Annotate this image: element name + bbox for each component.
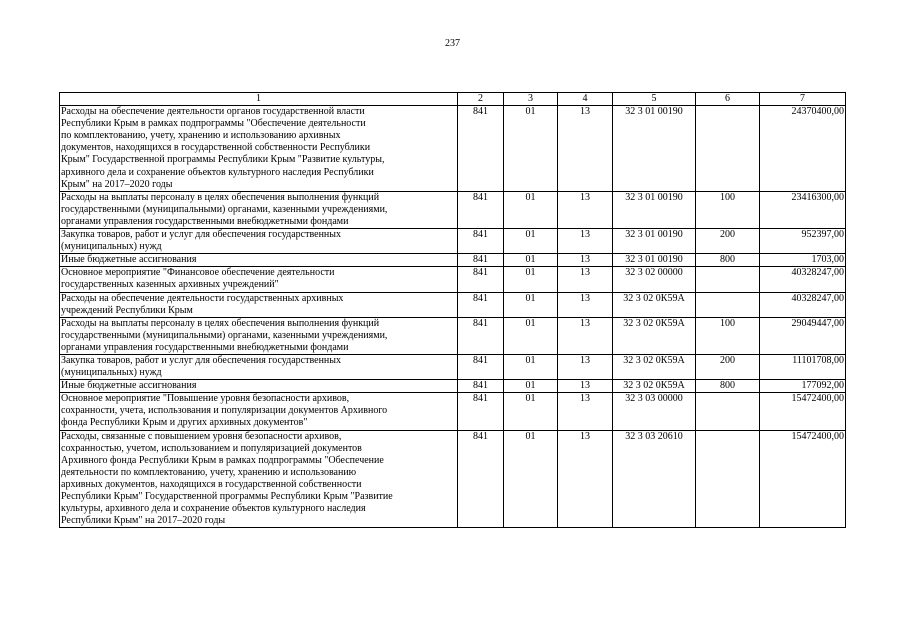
row-name: Закупка товаров, работ и услуг для обеспечения государственных (муниципальных) нужд	[60, 354, 458, 379]
row-vid-raskhodov	[696, 292, 760, 317]
row-razdel: 01	[504, 430, 558, 528]
row-vid-raskhodov: 200	[696, 354, 760, 379]
row-vedomstvo: 841	[458, 254, 504, 267]
header-col-7: 7	[760, 93, 846, 106]
row-vedomstvo: 841	[458, 380, 504, 393]
row-tselevaya-statya: 32 3 01 00190	[613, 254, 696, 267]
row-vedomstvo: 841	[458, 430, 504, 528]
row-podrazdel: 13	[558, 254, 613, 267]
row-razdel: 01	[504, 380, 558, 393]
row-vid-raskhodov	[696, 393, 760, 430]
row-razdel: 01	[504, 254, 558, 267]
row-name: Иные бюджетные ассигнования	[60, 380, 458, 393]
row-vedomstvo: 841	[458, 267, 504, 292]
row-summa: 23416300,00	[760, 191, 846, 228]
budget-table	[59, 92, 846, 528]
row-tselevaya-statya: 32 3 02 0К59А	[613, 354, 696, 379]
header-col-3: 3	[504, 93, 558, 106]
row-summa: 15472400,00	[760, 393, 846, 430]
row-summa: 29049447,00	[760, 317, 846, 354]
row-podrazdel: 13	[558, 292, 613, 317]
header-col-4: 4	[558, 93, 613, 106]
row-razdel: 01	[504, 106, 558, 192]
table-row	[60, 267, 846, 292]
row-podrazdel: 13	[558, 106, 613, 192]
row-vedomstvo: 841	[458, 354, 504, 379]
row-vid-raskhodov: 100	[696, 317, 760, 354]
row-razdel: 01	[504, 292, 558, 317]
row-razdel: 01	[504, 317, 558, 354]
row-summa: 952397,00	[760, 229, 846, 254]
row-name: Иные бюджетные ассигнования	[60, 254, 458, 267]
header-col-1: 1	[60, 93, 458, 106]
row-vedomstvo: 841	[458, 229, 504, 254]
row-podrazdel: 13	[558, 430, 613, 528]
row-tselevaya-statya: 32 3 01 00190	[613, 106, 696, 192]
row-summa: 11101708,00	[760, 354, 846, 379]
row-podrazdel: 13	[558, 354, 613, 379]
row-tselevaya-statya: 32 3 02 0К59А	[613, 317, 696, 354]
row-vid-raskhodov: 100	[696, 191, 760, 228]
row-podrazdel: 13	[558, 317, 613, 354]
table-row	[60, 191, 846, 228]
row-razdel: 01	[504, 191, 558, 228]
row-vedomstvo: 841	[458, 393, 504, 430]
row-vid-raskhodov	[696, 106, 760, 192]
row-name: Основное мероприятие "Повышение уровня безопасности архивов, сохранности, учета, использования и популяризации документов Архивного фонда Республики Крым и других архивных документов"	[60, 393, 458, 430]
row-razdel: 01	[504, 229, 558, 254]
row-summa: 177092,00	[760, 380, 846, 393]
header-col-5: 5	[613, 93, 696, 106]
row-name: Основное мероприятие "Финансовое обеспечение деятельности государственных казенных архивных учреждений"	[60, 267, 458, 292]
row-podrazdel: 13	[558, 191, 613, 228]
row-summa: 40328247,00	[760, 267, 846, 292]
row-razdel: 01	[504, 393, 558, 430]
row-tselevaya-statya: 32 3 01 00190	[613, 191, 696, 228]
row-vedomstvo: 841	[458, 106, 504, 192]
header-col-2: 2	[458, 93, 504, 106]
row-tselevaya-statya: 32 3 02 0К59А	[613, 380, 696, 393]
row-tselevaya-statya: 32 3 03 00000	[613, 393, 696, 430]
row-name: Расходы на выплаты персоналу в целях обеспечения выполнения функций государственными (муниципальными) органами, казенными учреждениями, органами управления государственными внебюджетными фондами	[60, 191, 458, 228]
row-name: Расходы на обеспечение деятельности органов государственной власти Республики Крым в рамках подпрограммы "Обеспечение деятельности по комплектованию, учету, хранению и использованию архивных документов, находящихся в государственной собственности Республики Крым" Государственной программы Республики Крым "Развитие культуры, архивного дела и сохранение объектов культурного наследия Республики Крым" на 2017–2020 годы	[60, 106, 458, 192]
row-podrazdel: 13	[558, 267, 613, 292]
table-header	[60, 93, 846, 106]
row-vid-raskhodov	[696, 430, 760, 528]
row-tselevaya-statya: 32 3 02 0К59А	[613, 292, 696, 317]
header-row	[60, 93, 846, 106]
row-name: Расходы на обеспечение деятельности государственных архивных учреждений Республики Крым	[60, 292, 458, 317]
row-vid-raskhodov: 200	[696, 229, 760, 254]
page-number: 237	[445, 38, 460, 49]
row-summa: 15472400,00	[760, 430, 846, 528]
row-vid-raskhodov	[696, 267, 760, 292]
table-body	[60, 106, 846, 528]
table-row	[60, 354, 846, 379]
row-summa: 1703,00	[760, 254, 846, 267]
row-razdel: 01	[504, 267, 558, 292]
row-name: Закупка товаров, работ и услуг для обеспечения государственных (муниципальных) нужд	[60, 229, 458, 254]
row-vid-raskhodov: 800	[696, 254, 760, 267]
row-name: Расходы на выплаты персоналу в целях обеспечения выполнения функций государственными (муниципальными) органами, казенными учреждениями, органами управления государственными внебюджетными фондами	[60, 317, 458, 354]
row-vedomstvo: 841	[458, 191, 504, 228]
row-vedomstvo: 841	[458, 292, 504, 317]
header-col-6: 6	[696, 93, 760, 106]
row-tselevaya-statya: 32 3 02 00000	[613, 267, 696, 292]
table-row	[60, 430, 846, 528]
row-tselevaya-statya: 32 3 01 00190	[613, 229, 696, 254]
table-row	[60, 393, 846, 430]
row-vid-raskhodov: 800	[696, 380, 760, 393]
row-podrazdel: 13	[558, 380, 613, 393]
table-row	[60, 317, 846, 354]
table-row	[60, 106, 846, 192]
row-name: Расходы, связанные с повышением уровня безопасности архивов, сохранностью, учетом, использованием и популяризацией документов Архивного фонда Республики Крым в рамках подпрограммы "Обеспечение деятельности по комплектованию, учету, хранению и использованию архивных документов, находящихся в государственной собственности Республики Крым" Государственной программы Республики Крым "Развитие культуры, архивного дела и сохранение объектов культурного наследия Республики Крым" на 2017–2020 годы	[60, 430, 458, 528]
row-summa: 24370400,00	[760, 106, 846, 192]
table-row	[60, 254, 846, 267]
row-razdel: 01	[504, 354, 558, 379]
table-row	[60, 229, 846, 254]
row-podrazdel: 13	[558, 229, 613, 254]
row-vedomstvo: 841	[458, 317, 504, 354]
row-summa: 40328247,00	[760, 292, 846, 317]
row-tselevaya-statya: 32 3 03 20610	[613, 430, 696, 528]
table-row	[60, 380, 846, 393]
row-podrazdel: 13	[558, 393, 613, 430]
table-row	[60, 292, 846, 317]
